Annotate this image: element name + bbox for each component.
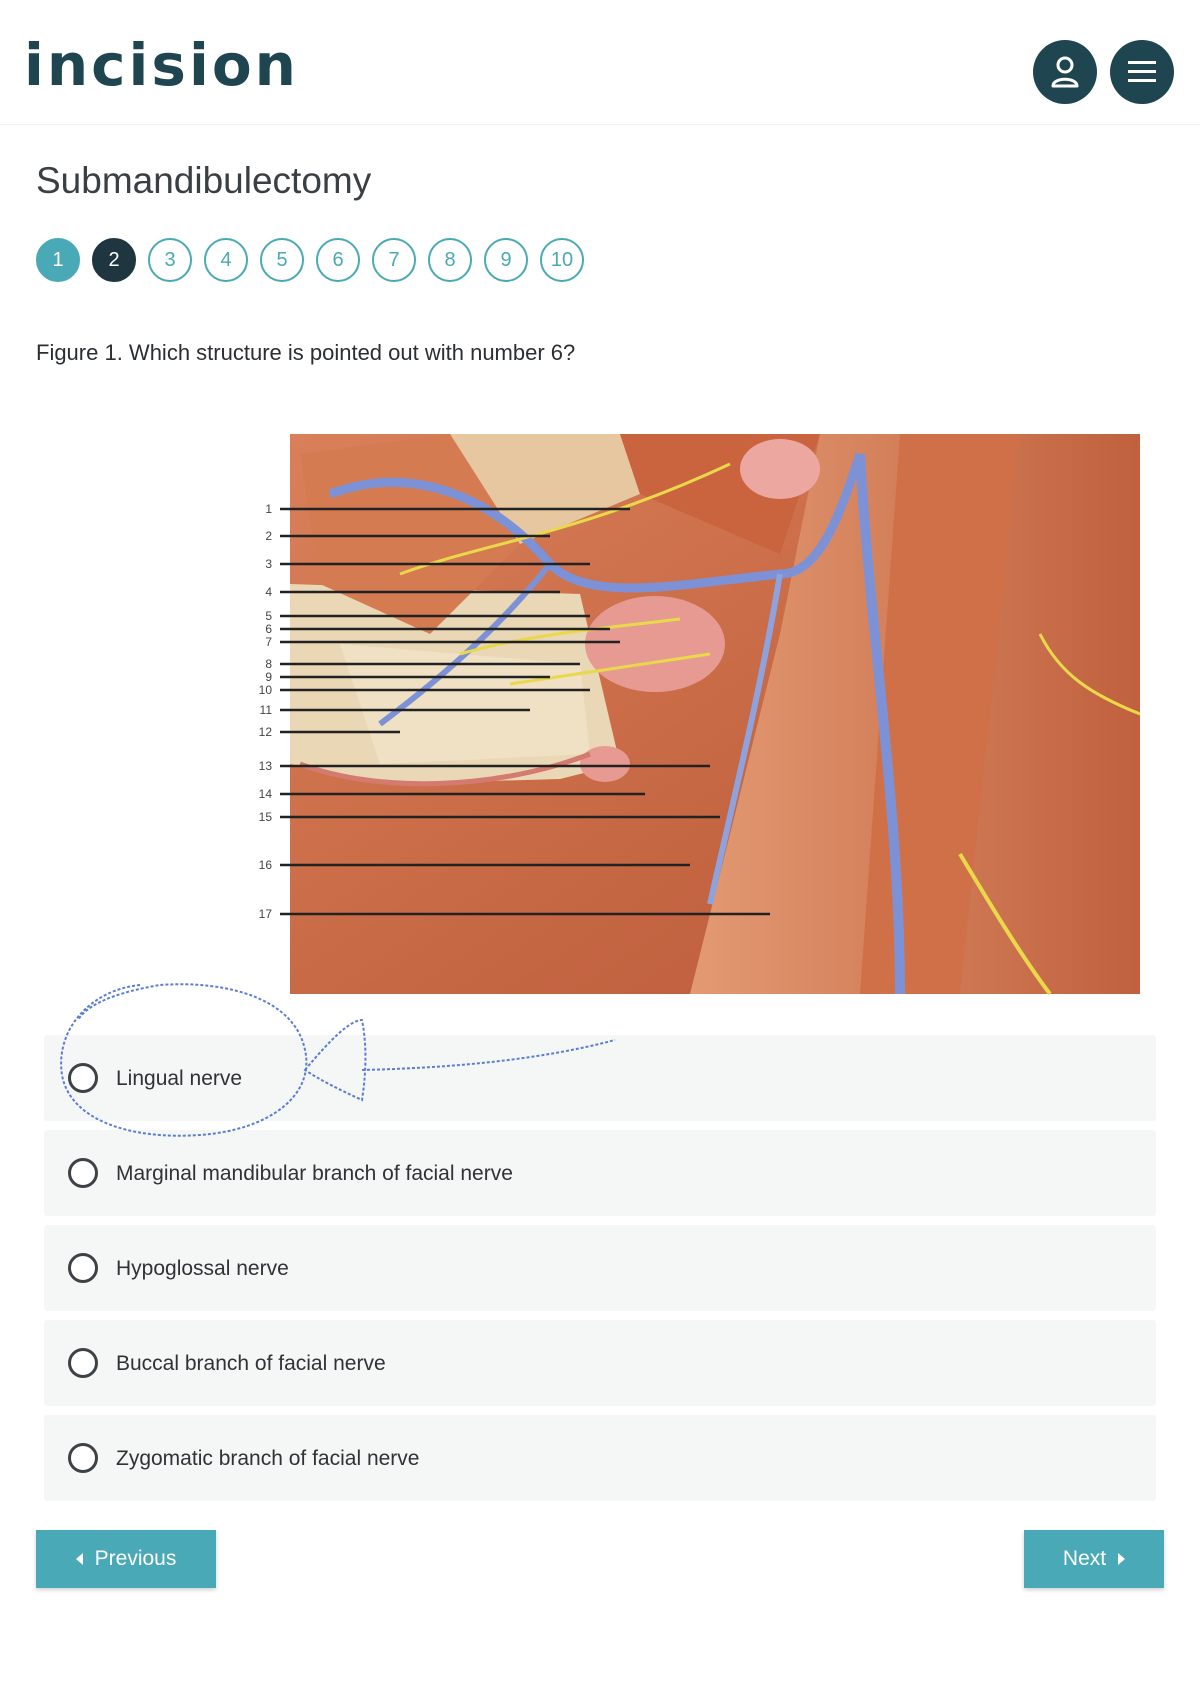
step-6[interactable]: 6: [316, 238, 360, 282]
figure-label: 2: [265, 529, 272, 543]
option-marginal-mandibular[interactable]: [44, 1130, 1156, 1216]
option-label: Zygomatic branch of facial nerve: [116, 1447, 420, 1470]
user-icon: [1050, 55, 1080, 89]
step-7[interactable]: 7: [372, 238, 416, 282]
figure-label: 7: [265, 635, 272, 649]
radio-button[interactable]: [68, 1348, 98, 1378]
question-text: Figure 1. Which structure is pointed out with number 6?: [36, 340, 576, 365]
previous-button[interactable]: Previous: [36, 1530, 216, 1588]
figure-label: 12: [258, 725, 272, 739]
anatomy-illustration: [260, 434, 1140, 994]
figure-label: 3: [265, 557, 272, 571]
option-label: Lingual nerve: [116, 1067, 243, 1090]
figure-label: 9: [265, 670, 272, 684]
answer-options: [44, 1035, 1156, 1510]
step-4[interactable]: 4: [204, 238, 248, 282]
figure-label: 1: [265, 502, 272, 516]
figure-label: 5: [265, 609, 272, 623]
figure-label: 17: [258, 907, 272, 921]
figure-label: 10: [258, 683, 272, 697]
option-label: Hypoglossal nerve: [116, 1257, 289, 1280]
figure-label: 13: [258, 759, 272, 773]
chevron-left-icon: [76, 1553, 83, 1565]
step-3[interactable]: 3: [148, 238, 192, 282]
option-hypoglossal-nerve[interactable]: [44, 1225, 1156, 1311]
chevron-right-icon: [1118, 1553, 1125, 1565]
app-header: [0, 0, 1200, 125]
figure-label: 4: [265, 585, 272, 599]
figure-label: 11: [259, 703, 272, 717]
step-8[interactable]: 8: [428, 238, 472, 282]
option-label: Marginal mandibular branch of facial nerve: [116, 1162, 513, 1185]
step-5[interactable]: 5: [260, 238, 304, 282]
radio-button[interactable]: [68, 1253, 98, 1283]
figure-label: 15: [258, 810, 272, 824]
step-1[interactable]: 1: [36, 238, 80, 282]
step-10[interactable]: 10: [540, 238, 584, 282]
figure-label: 16: [258, 858, 272, 872]
option-buccal-branch[interactable]: [44, 1320, 1156, 1406]
option-zygomatic-branch[interactable]: [44, 1415, 1156, 1501]
next-button[interactable]: Next: [1024, 1530, 1164, 1588]
radio-button[interactable]: [68, 1063, 98, 1093]
step-2[interactable]: 2: [92, 238, 136, 282]
step-progress: [36, 238, 584, 282]
user-button[interactable]: [1033, 40, 1097, 104]
radio-button[interactable]: [68, 1158, 98, 1188]
radio-button[interactable]: [68, 1443, 98, 1473]
option-lingual-nerve[interactable]: [44, 1035, 1156, 1121]
incision-logo[interactable]: incision: [24, 31, 299, 99]
page-title: Submandibulectomy: [36, 160, 372, 201]
menu-icon: [1127, 59, 1157, 85]
anatomy-figure: [260, 434, 1140, 994]
menu-button[interactable]: [1110, 40, 1174, 104]
figure-label: 6: [265, 622, 272, 636]
figure-label: 8: [265, 657, 272, 671]
step-9[interactable]: 9: [484, 238, 528, 282]
figure-label: 14: [258, 787, 272, 801]
option-label: Buccal branch of facial nerve: [116, 1352, 386, 1375]
